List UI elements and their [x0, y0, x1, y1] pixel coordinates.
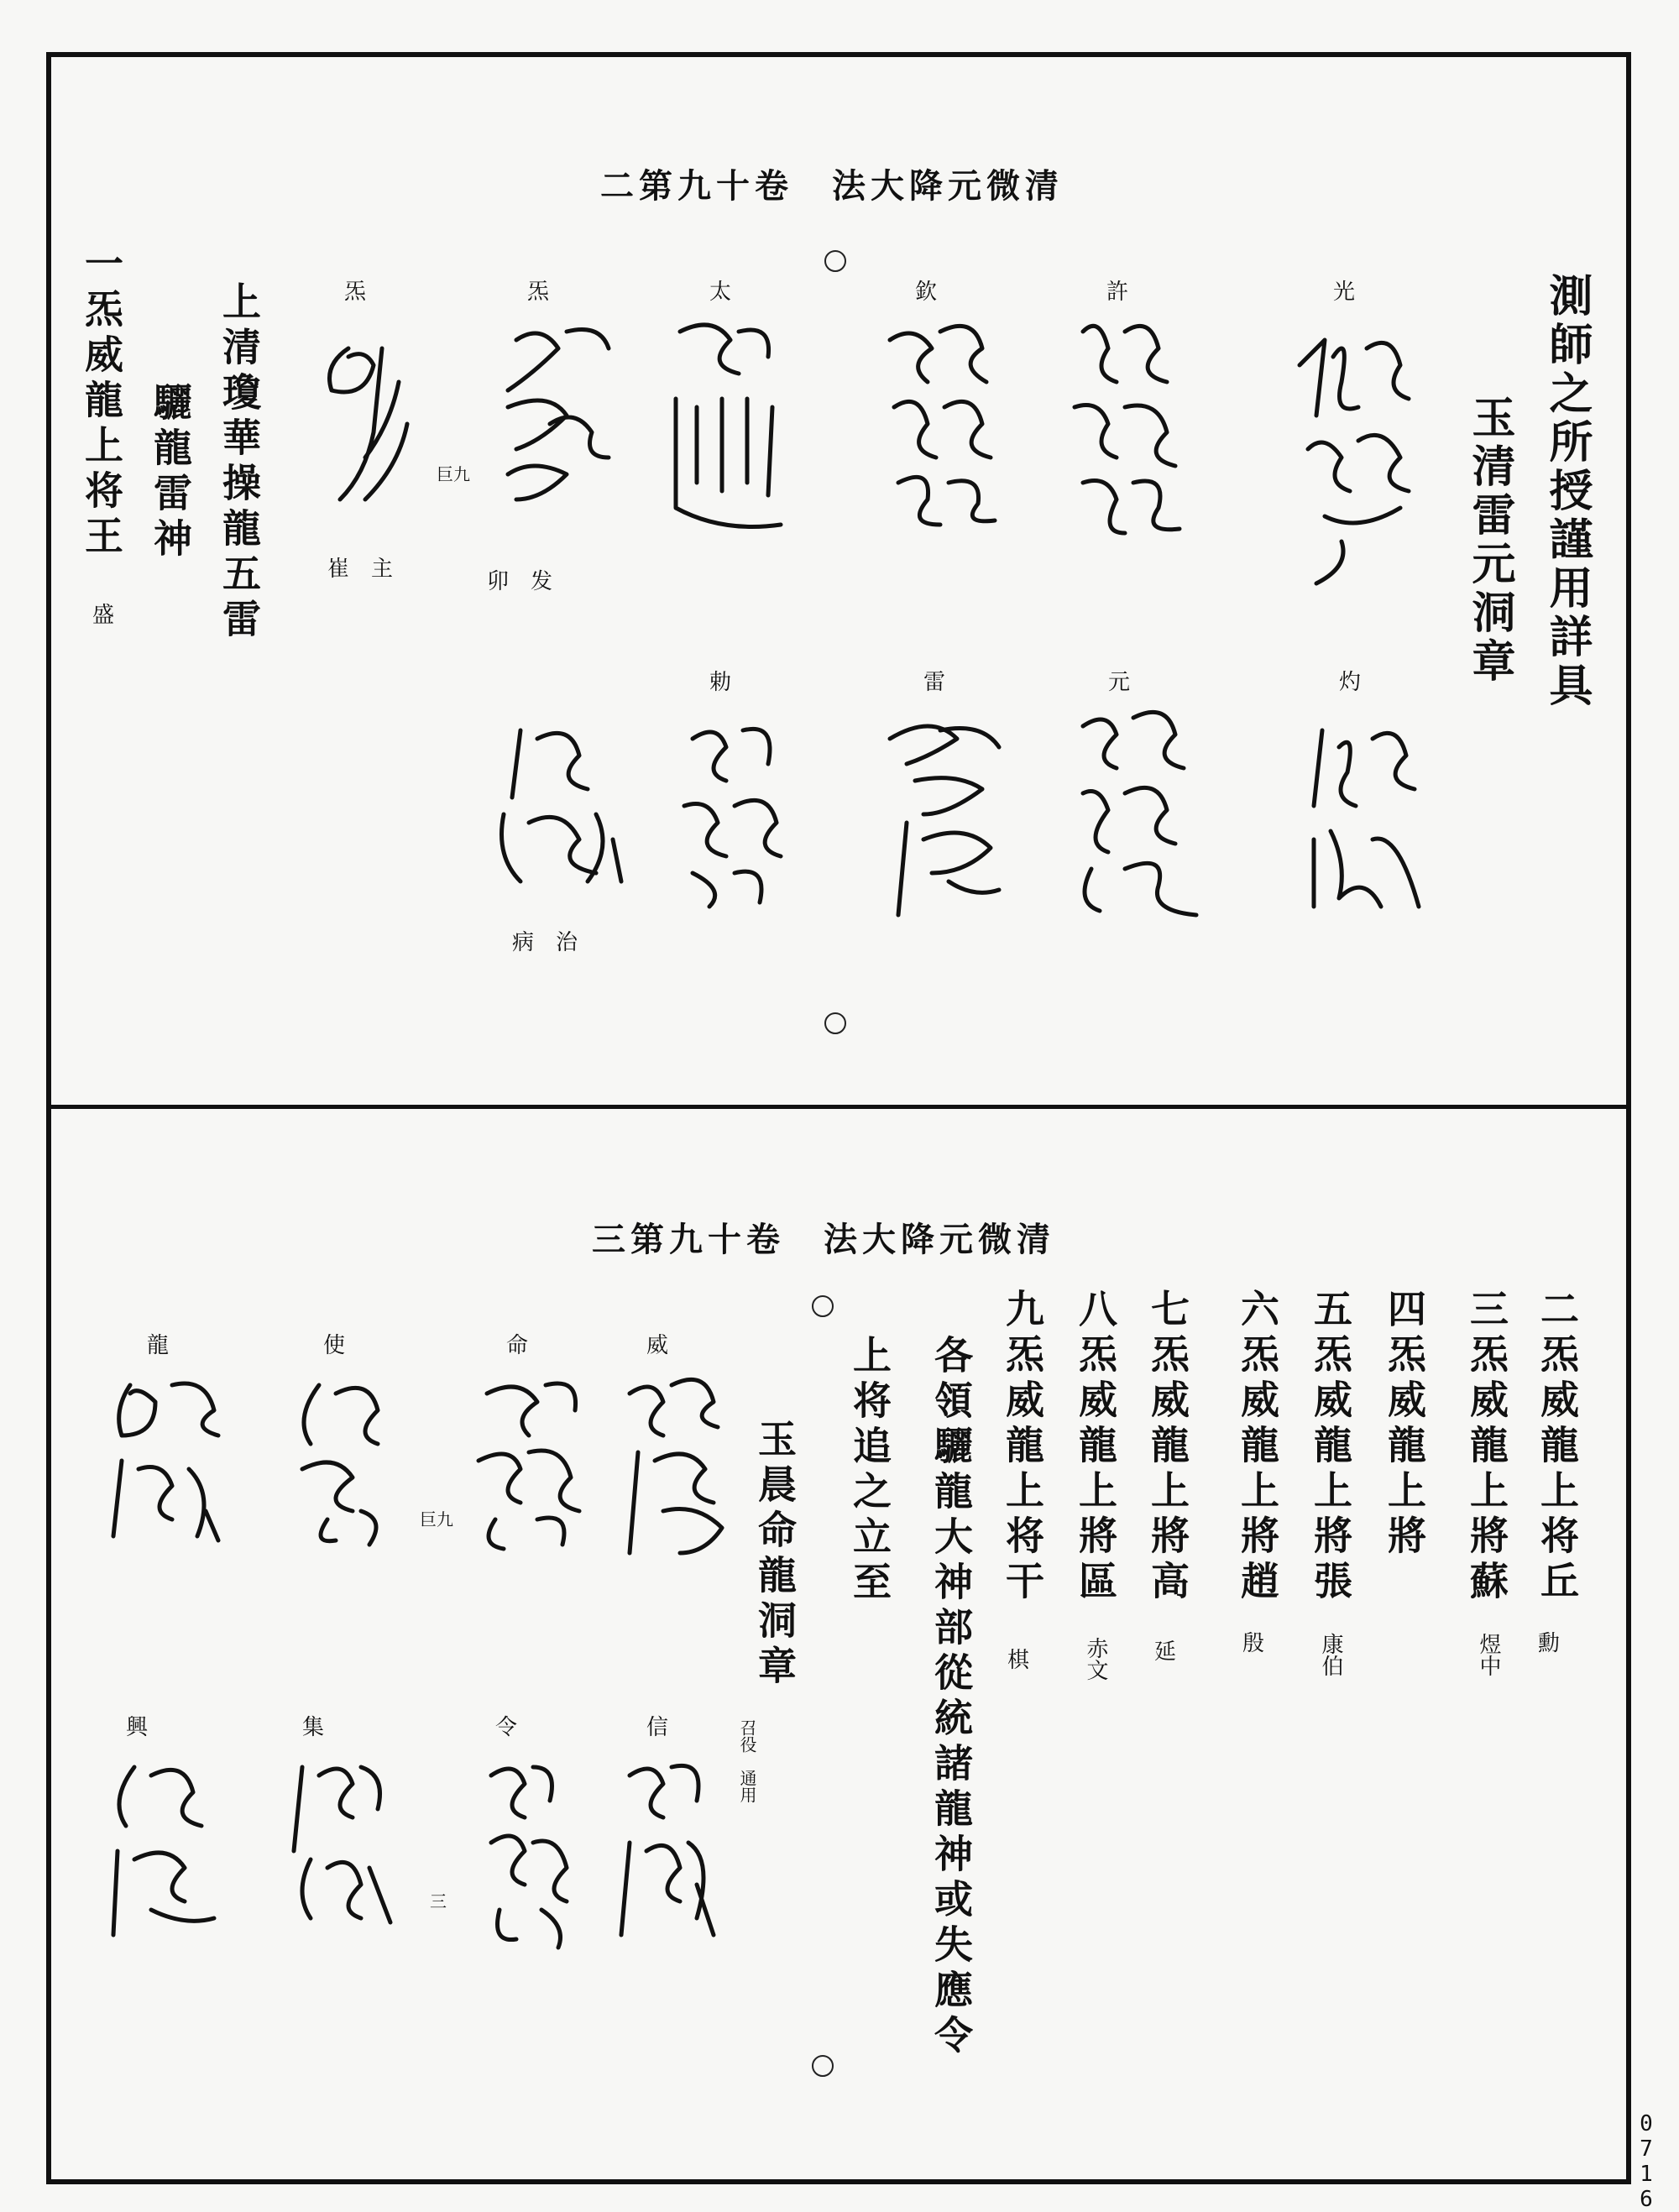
seal-label: 太	[709, 280, 732, 305]
seal-label: 命	[506, 1333, 529, 1358]
top-left-column: 驪龍雷神	[148, 382, 193, 563]
general-note: 煜中	[1476, 1633, 1501, 1676]
seal-label: 信	[646, 1715, 669, 1740]
general-column: 七炁威龍上將高	[1145, 1289, 1190, 1606]
seal-script-character	[470, 1368, 588, 1553]
seal-label: 勅	[709, 670, 732, 695]
general-note: 棋	[1007, 1648, 1030, 1673]
top-left-column: 一炁威龍上将王	[79, 243, 124, 561]
seal-label: 灼	[1339, 670, 1362, 695]
seal-note: 病 治	[512, 930, 578, 955]
seal-script-character	[613, 1368, 730, 1561]
seal-script-character	[277, 1750, 395, 1931]
top-subtitle-column: 玉清雷元洞章	[1464, 395, 1515, 687]
column-note: 召役 通用	[737, 1719, 757, 1803]
column-note: 盛	[92, 603, 115, 628]
general-column: 三炁威龍上將蘇	[1464, 1289, 1509, 1606]
seal-label: 令	[495, 1715, 518, 1740]
general-note: 勳	[1538, 1631, 1561, 1656]
seal-label: 威	[646, 1333, 669, 1358]
general-column: 九炁威龍上将干	[1000, 1289, 1045, 1606]
general-note: 康伯	[1318, 1633, 1343, 1676]
general-column: 二炁威龍上将丘	[1535, 1289, 1580, 1606]
seal-label: 欽	[915, 280, 938, 305]
top-left-column: 上清瓊華操龍五雷	[217, 281, 262, 644]
binding-hole-mark	[812, 1295, 834, 1317]
binding-hole-mark	[812, 2055, 834, 2077]
seal-label: 光	[1333, 280, 1356, 305]
seal-script-character	[285, 1368, 390, 1549]
seal-label: 炁	[344, 280, 367, 305]
seal-script-character	[474, 1750, 575, 1952]
bottom-header: 三第九十卷 法大降元微清	[592, 1220, 1055, 1259]
seal-script-character	[1066, 701, 1200, 919]
gap-mark: 三	[430, 1891, 447, 1911]
page-divider	[46, 1105, 1631, 1109]
order-column: 上将追之立至	[847, 1335, 892, 1607]
bottom-title-column: 玉晨命龍洞章	[752, 1419, 798, 1691]
general-column: 五炁威龍上將張	[1308, 1289, 1353, 1606]
general-note: 赤文	[1083, 1637, 1108, 1681]
seal-script-character	[1291, 315, 1417, 592]
seal-script-character	[881, 315, 999, 529]
general-column: 八炁威龍上將區	[1073, 1289, 1118, 1606]
seal-script-character	[881, 705, 1007, 928]
seal-note: 崔 主	[327, 557, 394, 582]
top-header: 二第九十卷 法大降元微清	[600, 166, 1064, 206]
binding-hole-mark	[824, 250, 846, 272]
page-number: 0716	[1634, 2111, 1659, 2212]
seal-label: 元	[1108, 670, 1131, 695]
seal-label: 炁	[527, 280, 550, 305]
seal-script-character	[101, 1750, 218, 1939]
general-note: 殷	[1242, 1631, 1265, 1656]
general-column: 四炁威龍上將	[1382, 1289, 1427, 1561]
seal-script-character	[1066, 315, 1184, 541]
seal-label: 龍	[147, 1333, 170, 1358]
seal-script-character	[487, 714, 630, 894]
top-title-column: 測師之所授謹用詳具	[1541, 273, 1593, 711]
gap-mark: 巨九	[420, 1509, 453, 1530]
seal-label: 興	[126, 1715, 149, 1740]
seal-label: 許	[1106, 280, 1129, 305]
seal-script-character	[491, 315, 617, 508]
seal-script-character	[663, 315, 785, 541]
binding-hole-mark	[824, 1012, 846, 1034]
general-note: 延	[1154, 1639, 1177, 1665]
seal-script-character	[1297, 714, 1423, 915]
seal-label: 使	[323, 1333, 346, 1358]
order-column: 各領驪龍大神部從統諸龍神或失應令	[928, 1335, 974, 2060]
seal-script-character	[105, 1368, 222, 1549]
general-column: 六炁威龍上將趙	[1235, 1289, 1280, 1606]
seal-script-character	[676, 714, 785, 911]
seal-script-character	[315, 332, 420, 512]
seal-label: 雷	[923, 670, 946, 695]
gap-mark: 巨九	[437, 464, 470, 484]
seal-script-character	[613, 1750, 718, 1948]
seal-note: 卯 发	[487, 569, 553, 594]
seal-label: 集	[302, 1715, 325, 1740]
